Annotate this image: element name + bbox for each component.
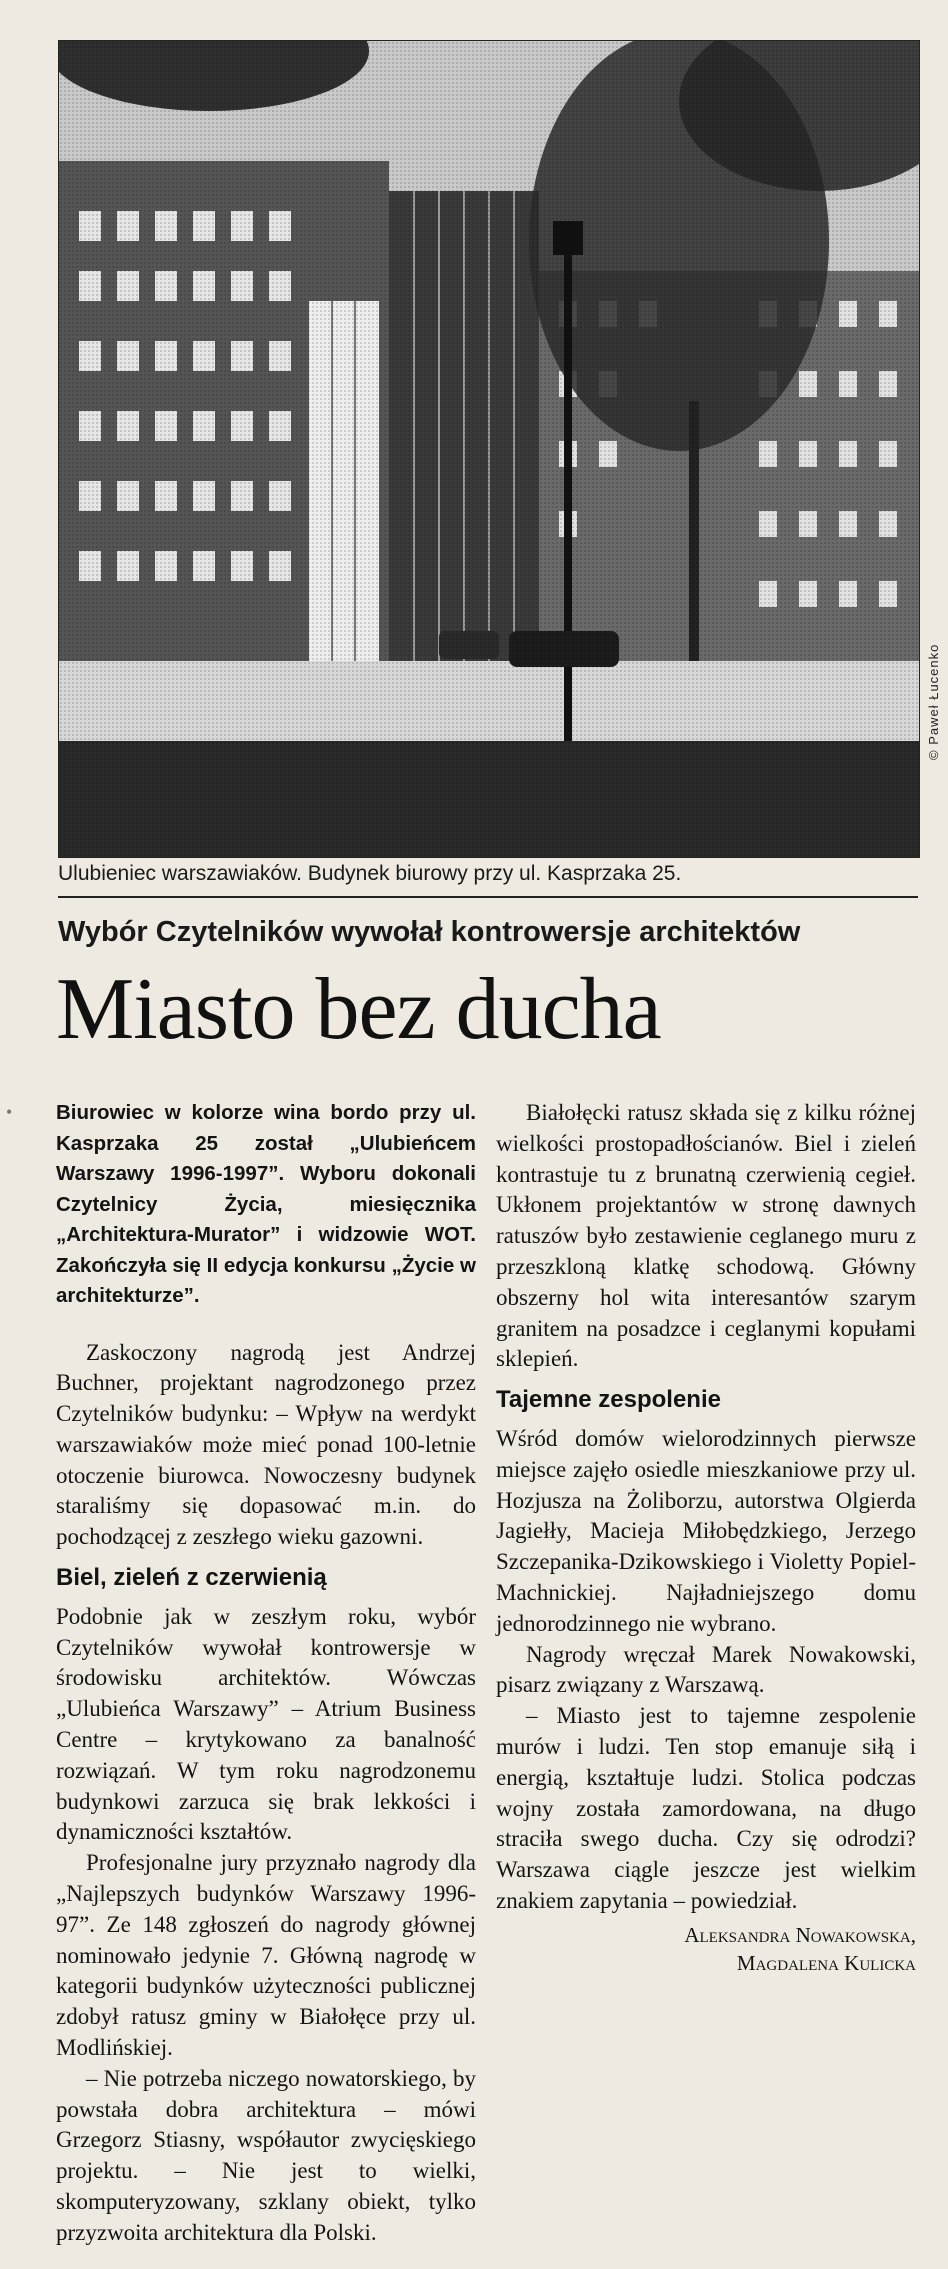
paragraph: Profesjonalne jury przyznało nagrody dla „Najlepszych budynków Warszawy 1996-97”. Ze 148 zgłoszeń do nagrody głównej nominowało jedynie 7. Główną nagrodę w kategorii budynków użyteczności publicznej zdobył ratusz gminy w Białołęce przy ul. Modlińskiej.	[56, 1850, 476, 2061]
column-right	[496, 1098, 916, 1977]
building-photo	[58, 40, 920, 858]
paragraph: – Miasto jest to tajemne zespolenie murów i ludzi. Ten stop emanuje siłą i energią, kształtuje ludzi. Stolica podczas wojny została zamordowana, na długo straciła swego ducha. Czy się odrodzi? Warszawa ciągle jeszcze jest wielkim znakiem zapytania – powiedział.	[496, 1703, 916, 1913]
author-name: Magdalena Kulicka	[736, 1950, 916, 1975]
photo-credit: © Paweł Łucenko	[926, 643, 941, 760]
subheading: Tajemne zespolenie	[496, 1386, 721, 1414]
divider	[58, 896, 918, 898]
column-left	[56, 1098, 476, 2249]
paragraph: Białołęcki ratusz składa się z kilku różnej wielkości prostopadłościanów. Biel i zieleń kontrastuje tu z brunatną czerwienią cegieł. Ukłonem projektantów w stronę dawnych ratuszów było zestawienie ceglanego muru z przeszkloną klatkę schodową. Główny obszerny hol wita interesantów szarym granitem na posadzce i ceglanymi kopułami sklepień.	[496, 1100, 916, 1372]
author-name: Aleksandra Nowakowska,	[684, 1922, 916, 1947]
paragraph: Wśród domów wielorodzinnych pierwsze miejsce zajęło osiedle mieszkaniowe przy ul. Hozjusza na Żoliborzu, autorstwa Olgierda Jagiełły, Macieja Miłobędzkiego, Jerzego Szczepanika-Dzikowskiego i Violetty Popiel-Machnickiej. Najładniejszego domu jednorodzinnego nie wybrano.	[496, 1425, 916, 1636]
article-headline: Miasto bez ducha	[56, 961, 661, 1058]
paragraph: Zaskoczony nagrodą jest Andrzej Buchner, projektant nagrodzonego przez Czytelników budynku: – Wpływ na werdykt warszawiaków może mieć ponad 100-letnie otoczenie biurowca. Nowoczesny budynek staraliśmy się dopasować m.in. do pochodzącej z zeszłego wieku gazowni.	[56, 1339, 476, 1550]
paragraph: Podobnie jak w zeszłym roku, wybór Czytelników wywołał kontrowersje w środowisku architektów. Wówczas „Ulubieńca Warszawy” – Atrium Business Centre – krytykowano za banalność rozwiązań. W tym roku nagrodzonemu budynkowi zarzuca się brak lekkości i dynamiczności kształtów.	[56, 1603, 476, 1845]
paragraph: Nagrody wręczał Marek Nowakowski, pisarz związany z Warszawą.	[496, 1641, 916, 1698]
article-kicker: Wybór Czytelników wywołał kontrowersje architektów	[58, 916, 801, 948]
article-lead: Biurowiec w kolorze wina bordo przy ul. Kasprzaka 25 został „Ulubieńcem Warszawy 1996-1997”. Wyboru dokonali Czytelnicy Życia, miesięcznika „Architektura-Murator” i widzowie WOT. Zakończyła się II edycja konkursu „Życie w architekturze”.	[56, 1101, 476, 1307]
subheading: Biel, zieleń z czerwienią	[56, 1564, 327, 1592]
author-line	[496, 1921, 916, 1977]
margin-mark: •	[6, 1102, 13, 1122]
paragraph: – Nie potrzeba niczego nowatorskiego, by powstała dobra architektura – mówi Grzegorz Stiasny, współautor zwycięskiego projektu. – Nie jest to wielki, skomputeryzowany, szklany obiekt, tylko przyzwoita architektura dla Polski.	[56, 2065, 476, 2245]
photo-caption: Ulubieniec warszawiaków. Budynek biurowy przy ul. Kasprzaka 25.	[58, 862, 682, 885]
